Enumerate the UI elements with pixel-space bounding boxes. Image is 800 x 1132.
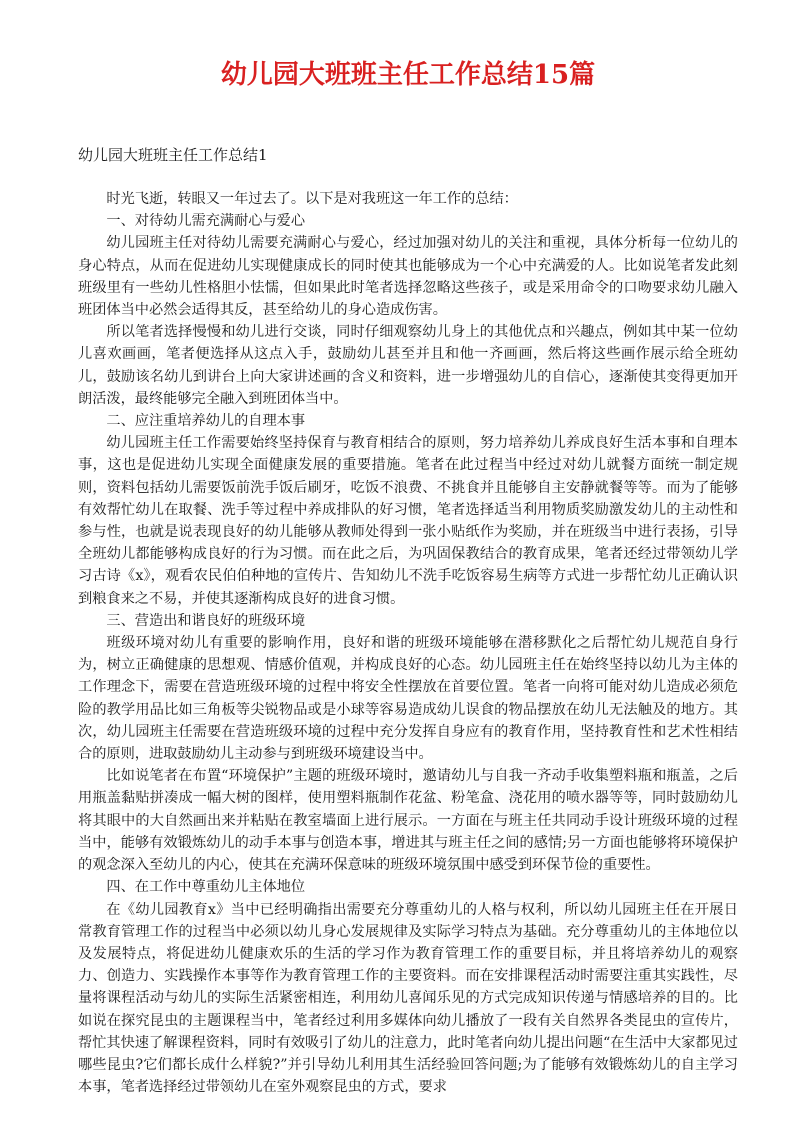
section-heading: 一、对待幼儿需充满耐心与爱心 xyxy=(106,213,306,230)
body-paragraph: 在《幼儿园教育x》当中已经明确指出需要充分尊重幼儿的人格与权利，所以幼儿园班主任在开展日常教育管理工作的过程当中必须以幼儿身心发展规律及实际学习特点为基础。充分尊重幼儿的主体地位以及发展特点，将促进幼儿健康欢乐的生活的学习作为教育管理工作的重要目标，并且将培养幼儿的观察力、创造力、实践操作本事等作为教育管理工作的主要资料。而在安排课程活动时需要注重其实践性，尽量将课程活动与幼儿的实际生活紧密相连，利用幼儿喜闻乐见的方式完成知识传递与情感培养的目的。比如说在探究昆虫的主题课程当中，笔者经过利用多媒体向幼儿播放了一段有关自然界各类昆虫的宣传片，帮忙其快速了解课程资料，同时有效吸引了幼儿的注意力，此时笔者向幼儿提出问题“在生活中大家都见过哪些昆虫?它们都长成什么样貌?”并引导幼儿利用其生活经验回答问题;为了能够有效锻炼幼儿的自主学习本事，笔者选择经过带领幼儿在室外观察昆虫的方式，要求 xyxy=(78,901,738,1096)
section-heading: 四、在工作中尊重幼儿主体地位 xyxy=(106,879,306,896)
body-paragraph: 幼儿园班主任对待幼儿需要充满耐心与爱心，经过加强对幼儿的关注和重视，具体分析每一位幼儿的身心特点，从而在促进幼儿实现健康成长的同时使其也能够成为一个心中充满爱的人。比如说笔者发此刻班级里有一些幼儿性格胆小怯懦，但如果此时笔者选择忽略这些孩子，或是采用命令的口吻要求幼儿融入班团体当中必然会适得其反，甚至给幼儿的身心造成伤害。 xyxy=(78,235,738,319)
document-body xyxy=(78,188,738,1098)
body-paragraph: 幼儿园班主任工作需要始终坚持保育与教育相结合的原则，努力培养幼儿养成良好生活本事和自理本事，这也是促进幼儿实现全面健康发展的重要措施。笔者在此过程当中经过对幼儿就餐方面统一制定规则，资料包括幼儿需要饭前洗手饭后刷牙，吃饭不浪费、不挑食并且能够自主安静就餐等等。而为了能够有效帮忙幼儿在取餐、洗手等过程中养成排队的好习惯，笔者选择适当利用物质奖励激发幼儿的主动性和参与性，也就是说表现良好的幼儿能够从教师处得到一张小贴纸作为奖励，并在班级当中进行表扬，引导全班幼儿都能够构成良好的行为习惯。而在此之后，为巩固保教结合的教育成果，笔者还经过带领幼儿学习古诗《x》，观看农民伯伯种地的宣传片、告知幼儿不洗手吃饭容易生病等方式进一步帮忙幼儿正确认识到粮食来之不易，并使其逐渐构成良好的进食习惯。 xyxy=(78,435,738,607)
intro-paragraph: 时光飞逝，转眼又一年过去了。以下是对我班这一年工作的总结： xyxy=(106,191,518,207)
body-paragraph: 比如说笔者在布置“环境保护”主题的班级环境时，邀请幼儿与自我一齐动手收集塑料瓶和瓶盖，之后用瓶盖黏贴拼凑成一幅大树的图样，使用塑料瓶制作花盆、粉笔盒、浇花用的喷水器等等，同时鼓励幼儿将其眼中的大自然画出来并粘贴在教室墙面上进行展示。一方面在与班主任共同动手设计班级环境的过程当中，能够有效锻炼幼儿的动手本事与创造本事，增进其与班主任之间的感情;另一方面也能够将环境保护的观念深入至幼儿的内心，使其在充满环保意味的班级环境氛围中感受到环保节俭的重要性。 xyxy=(78,768,738,874)
section-heading: 二、应注重培养幼儿的自理本事 xyxy=(106,413,306,430)
section-title: 幼儿园大班班主任工作总结1 xyxy=(78,146,268,164)
section-heading: 三、营造出和谐良好的班级环境 xyxy=(106,612,306,629)
body-paragraph: 班级环境对幼儿有重要的影响作用，良好和谐的班级环境能够在潜移默化之后帮忙幼儿规范自身行为，树立正确健康的思想观、情感价值观，并构成良好的心态。幼儿园班主任在始终坚持以幼儿为主体的工作理念下，需要在营造班级环境的过程中将安全性摆放在首要位置。笔者一向将可能对幼儿造成必须危险的教学用品比如三角板等尖锐物品或是小球等容易造成幼儿误食的物品摆放在幼儿无法触及的地方。其次，幼儿园班主任需要在营造班级环境的过程中充分发挥自身应有的教育作用，坚持教育性和艺术性相结合的原则，进取鼓励幼儿主动参与到班级环境建设当中。 xyxy=(78,635,738,763)
body-paragraph: 所以笔者选择慢慢和幼儿进行交谈，同时仔细观察幼儿身上的其他优点和兴趣点，例如其中某一位幼儿喜欢画画，笔者便选择从这点入手，鼓励幼儿甚至并且和他一齐画画，然后将这些画作展示给全班幼儿，鼓励该名幼儿到讲台上向大家讲述画的含义和资料，进一步增强幼儿的自信心，逐渐使其变得更加开朗活泼，最终能够完全融入到班团体当中。 xyxy=(78,324,738,407)
document-title: 幼儿园大班班主任工作总结15篇 xyxy=(220,60,596,90)
